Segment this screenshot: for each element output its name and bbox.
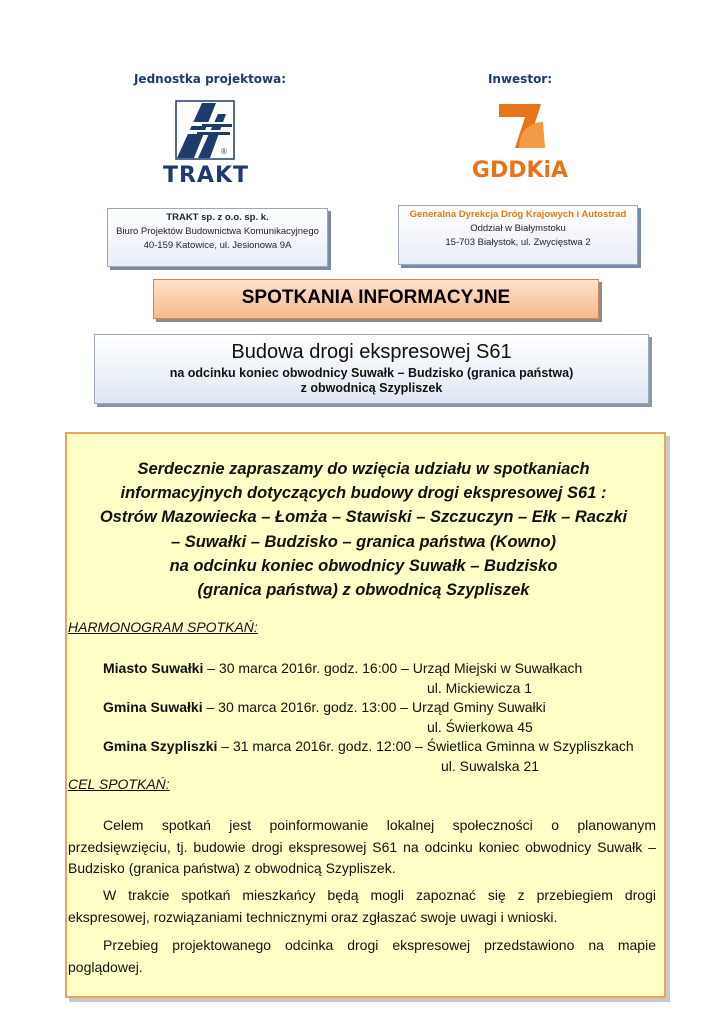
project-title-box [94, 334, 649, 404]
purpose-paragraph-text: Przebieg projektowanego odcinka drogi ekspresowej przedstawiono na mapie poglądowej. [68, 937, 656, 975]
purpose-paragraph [68, 885, 656, 928]
investor-address: 15-703 Białystok, ul. Zwycięstwa 2 [445, 237, 591, 248]
meeting-entry [103, 658, 582, 678]
designer-info-box [107, 208, 328, 267]
investor-label: Inwestor: [487, 72, 553, 86]
meeting-address: ul. Świerkowa 45 [427, 719, 533, 735]
invitation-line: Ostrów Mazowiecka – Łomża – Stawiski – Szczuczyn – Ełk – Raczki [99, 508, 628, 527]
invitation-line: informacyjnych dotyczących budowy drogi ekspresowej S61 : [120, 484, 607, 503]
invitation-line: (granica państwa) z obwodnicą Szypliszek [197, 581, 530, 600]
designer-label: Jednostka projektowa: [133, 72, 287, 86]
invitation-line: na odcinku koniec obwodnicy Suwałk – Budzisko [169, 556, 558, 575]
invitation-text [67, 457, 660, 602]
gddkia-logo-mark [455, 100, 585, 185]
purpose-paragraph [68, 815, 656, 880]
meeting-place: Gmina Suwałki [103, 699, 203, 715]
invitation-line: Serdecznie zapraszamy do wzięcia udziału w spotkaniach [137, 460, 590, 478]
meeting-details: – 31 marca 2016r. godz. 12:00 – Świetlica Gminna w Szypliszkach [217, 738, 634, 754]
meeting-place: Gmina Szypliszki [103, 738, 218, 754]
purpose-heading: CEL SPOTKAŃ: [68, 776, 170, 792]
designer-description: Biuro Projektów Budownictwa Komunikacyjnego [116, 226, 319, 237]
gddkia-logo-text: GDDKiA [471, 158, 569, 183]
investor-branch: Oddział w Białymstoku [470, 223, 566, 234]
trakt-logo [136, 100, 276, 185]
meetings-banner: SPOTKANIA INFORMACYJNE [153, 279, 599, 319]
trakt-logo-text: TRAKT [162, 163, 250, 185]
meeting-details: – 30 marca 2016r. godz. 16:00 – Urząd Miejski w Suwałkach [203, 660, 583, 676]
trakt-logo-mark [136, 100, 276, 185]
designer-address: 40-159 Katowice, ul. Jesionowa 9A [143, 240, 292, 251]
designer-company: TRAKT sp. z o.o. sp. k. [166, 212, 269, 223]
purpose-paragraph [68, 935, 656, 978]
gddkia-logo [455, 100, 585, 185]
purpose-paragraph-text: Celem spotkań jest poinformowanie lokalnej społeczności o planowanym przedsięwzięciu, tj. budowie drogi ekspresowej S61 na odcinku koniec obwodnicy Suwałk – Budzisko (granica państwa) z obwodnicą Szypliszek. [68, 817, 656, 876]
meeting-place: Miasto Suwałki [103, 660, 204, 676]
registered-mark: ® [221, 147, 227, 156]
meeting-entry [103, 697, 546, 717]
project-subtitle-line1: na odcinku koniec obwodnicy Suwałk – Budzisko (granica państwa) [169, 366, 574, 380]
meeting-details: – 30 marca 2016r. godz. 13:00 – Urząd Gminy Suwałki [202, 699, 546, 715]
project-title: Budowa drogi ekspresowej S61 [231, 341, 512, 363]
investor-info-box [398, 205, 638, 265]
meeting-entry [103, 736, 634, 756]
purpose-paragraph-text: W trakcie spotkań mieszkańcy będą mogli zapoznać się z przebiegiem drogi ekspresowej, rozwiązaniami technicznymi oraz zgłaszać swoje uwagi i wnioski. [68, 887, 656, 925]
meeting-address: ul. Suwalska 21 [441, 758, 540, 774]
invitation-line: – Suwałki – Budzisko – granica państwa (Kowno) [170, 532, 557, 551]
schedule-heading: HARMONOGRAM SPOTKAŃ: [68, 619, 258, 635]
meeting-address: ul. Mickiewicza 1 [427, 680, 533, 696]
investor-company: Generalna Dyrekcja Dróg Krajowych i Autostrad [409, 209, 627, 220]
project-subtitle-line2: z obwodnicą Szypliszek [300, 381, 443, 395]
